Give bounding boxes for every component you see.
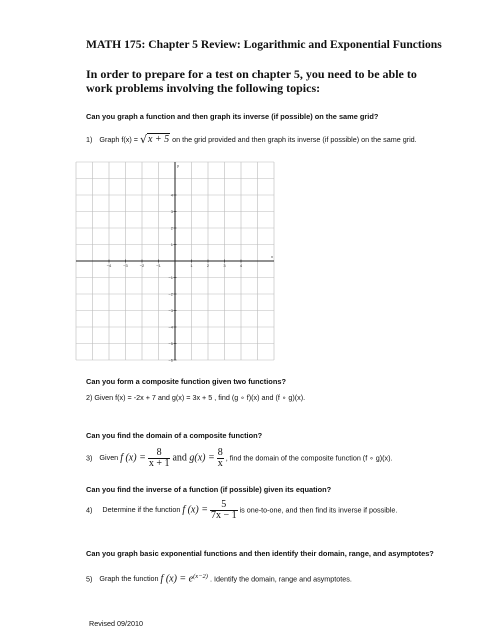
- f-fraction: [148, 448, 171, 469]
- coordinate-grid: [72, 158, 278, 364]
- x-tick-label: −1: [156, 263, 161, 268]
- problem-text-before: Determine if the function: [102, 505, 183, 515]
- f-fraction: [210, 500, 238, 521]
- question-3: Can you find the domain of a composite function?: [86, 431, 263, 440]
- radical-sign-icon: √: [139, 133, 147, 146]
- y-tick-label: −1: [168, 275, 173, 280]
- exponent: (x−2): [193, 573, 208, 580]
- problem-text-before: Graph the function: [99, 574, 161, 584]
- y-tick-label: −2: [168, 291, 173, 297]
- x-tick-label: −3: [123, 263, 128, 268]
- y-tick-label: −4: [168, 324, 173, 330]
- y-tick-label: −6: [168, 357, 173, 363]
- y-axis-label: y: [177, 163, 179, 168]
- problem-5: [86, 573, 352, 584]
- problem-text-before: Graph f(x) =: [99, 135, 140, 144]
- f-numerator: 8: [156, 447, 162, 458]
- intro-text: In order to prepare for a test on chapter 5, you need to be able to work problems involving the following topics:: [86, 67, 417, 95]
- question-4: Can you find the inverse of a function (if possible) given its equation?: [86, 485, 332, 494]
- problem-number: 4): [86, 505, 93, 515]
- question-1: Can you graph a function and then graph its inverse (if possible) on the same grid?: [86, 112, 379, 121]
- given-word: Given: [99, 453, 121, 463]
- problem-2: 2) Given f(x) = -2x + 7 and g(x) = 3x + 5 , find (g ∘ f)(x) and (f ∘ g)(x).: [86, 393, 306, 402]
- f-label: f (x) = e: [160, 573, 194, 585]
- and-word: and: [172, 452, 190, 464]
- f-label: f (x) =: [182, 504, 208, 516]
- g-denominator: x: [217, 458, 223, 469]
- problem-number: 1): [86, 135, 93, 144]
- problem-text-after: , find the domain of the composite function (f ∘ g)(x).: [225, 453, 393, 463]
- y-tick-label: 4: [170, 192, 173, 198]
- f-denominator: 7x − 1: [210, 510, 237, 521]
- g-fraction: [217, 448, 224, 469]
- radicand: x + 5: [147, 134, 170, 145]
- problem-4: [86, 500, 397, 521]
- x-tick-label: 1: [190, 263, 193, 268]
- problem-text-after: is one-to-one, and then find its inverse if possible.: [239, 505, 398, 515]
- axes: [76, 162, 274, 360]
- x-axis-label: x: [271, 254, 273, 259]
- y-tick-label: 2: [170, 225, 173, 231]
- problem-text-after: on the grid provided and then graph its inverse (if possible) on the same grid.: [172, 135, 417, 144]
- y-tick-label: −5: [168, 341, 173, 346]
- g-numerator: 8: [217, 447, 223, 458]
- document-title: MATH 175: Chapter 5 Review: Logarithmic and Exponential Functions: [86, 38, 442, 51]
- y-tick-label: −3: [168, 308, 173, 313]
- g-label: g(x) =: [189, 452, 215, 464]
- x-tick-label: 3: [223, 263, 226, 268]
- footer-revised: Revised 09/2010: [89, 619, 143, 628]
- x-tick-label: −4: [106, 263, 112, 268]
- problem-number: 3): [86, 453, 93, 463]
- problem-text-after: . Identify the domain, range and asymptotes.: [209, 574, 352, 584]
- question-2: Can you form a composite function given two functions?: [86, 377, 286, 386]
- y-tick-label: 1: [170, 242, 173, 247]
- x-tick-label: −2: [139, 263, 145, 268]
- f-numerator: 5: [221, 499, 227, 510]
- y-tick-label: 3: [170, 209, 173, 214]
- problem-3: [86, 448, 392, 469]
- problem-number: 5): [86, 574, 93, 584]
- problem-1: [86, 133, 417, 146]
- f-denominator: x + 1: [148, 458, 170, 469]
- x-tick-label: 2: [206, 263, 210, 268]
- question-5: Can you graph basic exponential functions and then identify their domain, range, and asymptotes?: [86, 549, 434, 558]
- f-label: f (x) =: [120, 452, 146, 464]
- radical: [140, 133, 170, 146]
- x-tick-label: 4: [239, 263, 243, 268]
